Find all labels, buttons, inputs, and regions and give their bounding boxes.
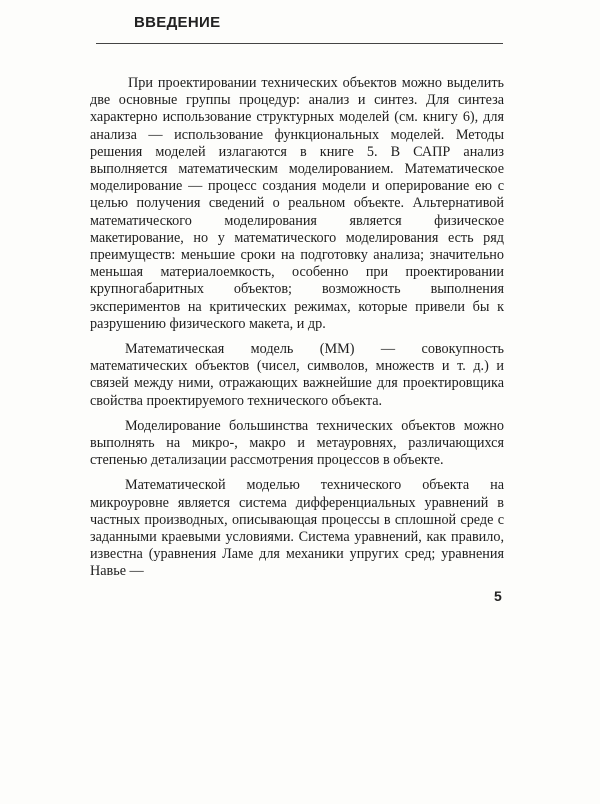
paragraph: При проектировании технических объектов можно выделить две основные группы процедур: анализ и синтез. Для синтеза характерно использование структурных моделей (см. книгу 6), для анализа — использование функциональных моделей. Методы решения моделей излагаются в книге 5. В САПР анализ выполняется математическим моделированием. Математическое моделирование — процесс создания модели и оперирование ею с целью получения сведений о реальном объекте. Альтернативой математического моделирования является физическое макетирование, но у математического моделирования есть ряд преимуществ: меньшие сроки на подготовку анализа; значительно меньшая материалоемкость, особенно при проектировании крупногабаритных объектов; возможность выполнения экспериментов на критических режимах, которые привели бы к разрушению физического макета, и др. [90, 75, 504, 332]
section-heading: ВВЕДЕНИЕ [134, 14, 221, 31]
paragraph: Математическая модель (ММ) — совокупность математических объектов (чисел, символов, множеств и т. д.) и связей между ними, отражающих важнейшие для проектировщика свойства проектируемого технического объекта. [90, 341, 504, 409]
paragraph: Математической моделью технического объекта на микроуровне является система дифференциальных уравнений в частных производных, описывающая процессы в сплошной среде с заданными краевыми условиями. Система уравнений, как правило, известна (уравнения Ламе для механики упругих сред; уравнения Навье — [90, 477, 504, 580]
page-number: 5 [494, 588, 502, 604]
body-text [90, 75, 504, 589]
paragraph: Моделирование большинства технических объектов можно выполнять на микро-, макро и метауровнях, различающихся степенью детализации рассмотрения процессов в объекте. [90, 417, 504, 469]
heading-rule [96, 43, 503, 44]
